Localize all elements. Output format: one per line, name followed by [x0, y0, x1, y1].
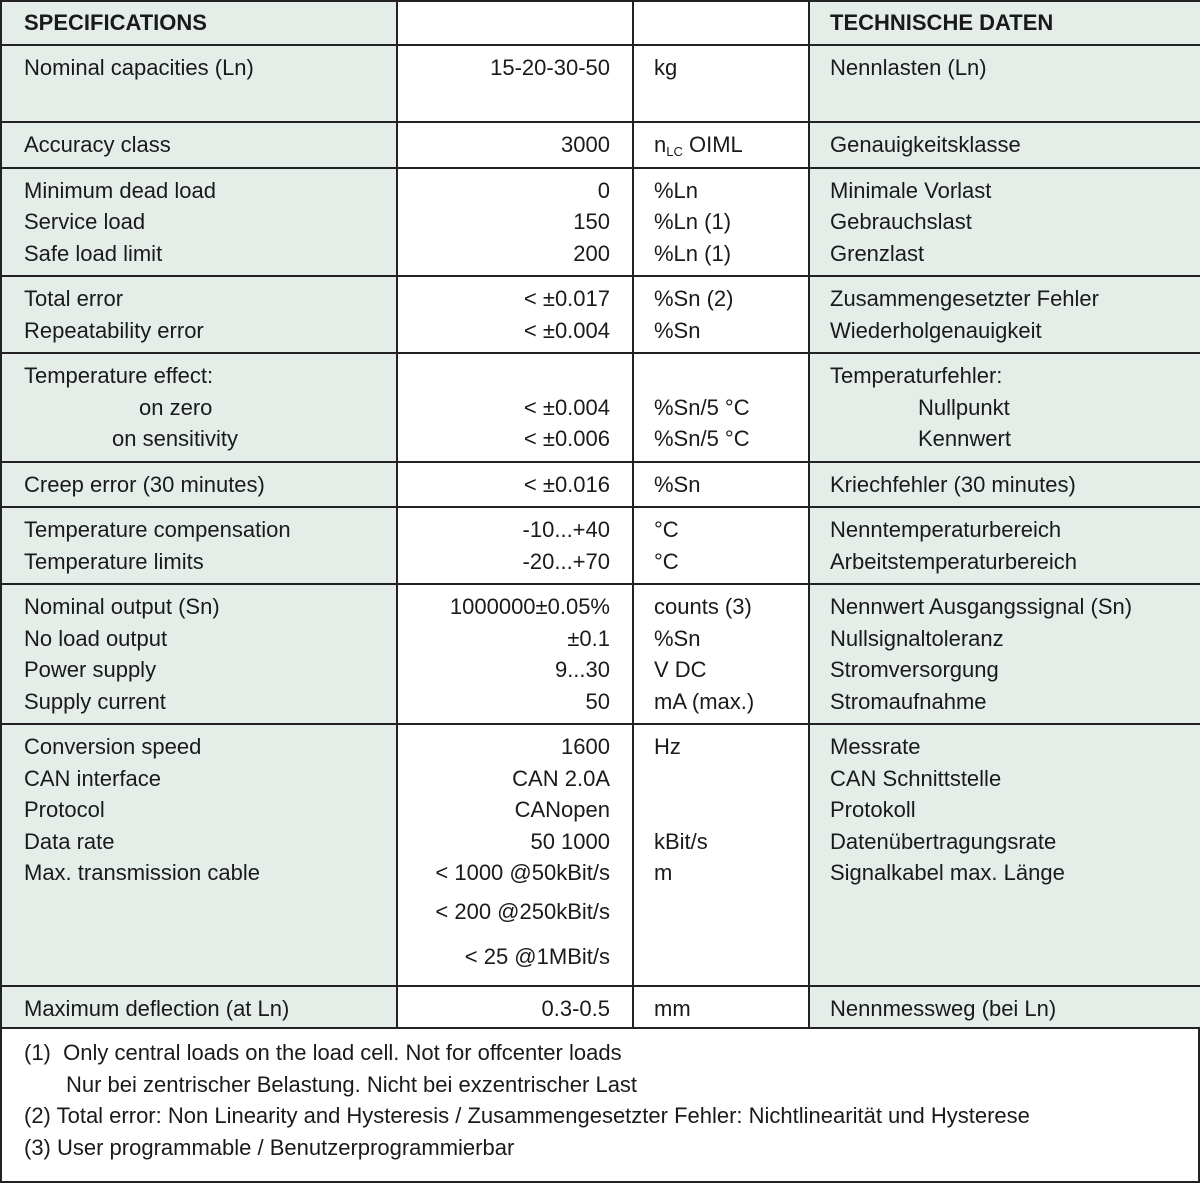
creep-label: Creep error (30 minutes): [24, 471, 265, 497]
interface-label: Protocol: [24, 797, 105, 822]
temperature-item-unit: %Sn/5 °C: [654, 426, 750, 451]
deflection-label: Maximum deflection (at Ln): [24, 995, 290, 1021]
temp-range-unit: °C: [654, 548, 679, 574]
temp-range-label-de: Nenntemperaturbereich: [830, 517, 1062, 542]
footnote-1-de: Nur bei zentrischer Belastung. Nicht bei exzentrischer Last: [66, 1071, 638, 1097]
interface-value: 1600: [561, 734, 610, 759]
temp-range-value: -10...+40: [522, 517, 610, 542]
accuracy-unit-n: n: [654, 132, 667, 157]
row-temperature-ranges: [1, 507, 1200, 584]
interface-label-de: Messrate: [830, 734, 921, 759]
footnote-1: (1) Only central loads on the load cell. Not for offcenter loads: [24, 1040, 622, 1065]
temperature-item-label-de: Kennwert: [918, 426, 1011, 451]
temp-range-value: -20...+70: [522, 548, 610, 574]
interface-unit: kBit/s: [654, 828, 708, 854]
header-specifications: SPECIFICATIONS: [1, 1, 397, 45]
row-loads: [1, 168, 1200, 277]
table-header-row: [1, 1, 1200, 45]
cable-extra-value: < 200 @250kBit/s: [435, 898, 610, 924]
header-empty-value: [397, 1, 633, 45]
row-creep: [1, 462, 1200, 508]
electrical-label-de: Nullsignaltoleranz: [830, 625, 1004, 651]
accuracy-unit-rest: OIML: [682, 132, 743, 157]
temperature-title: Temperature effect:: [24, 363, 214, 388]
deflection-value: 0.3-0.5: [541, 995, 610, 1021]
temperature-item-label-de: Nullpunkt: [918, 394, 1010, 420]
errors-label-de: Zusammengesetzter Fehler: [830, 286, 1099, 311]
electrical-label-de: Nennwert Ausgangssignal (Sn): [830, 594, 1133, 619]
interface-unit: [654, 794, 808, 826]
errors-value: < ±0.017: [523, 286, 610, 311]
interface-label-de: Datenübertragungsrate: [830, 828, 1057, 854]
electrical-value: 9...30: [554, 657, 610, 682]
capacities-unit: kg: [654, 55, 678, 80]
interface-label: Data rate: [24, 828, 115, 854]
electrical-value: ±0.1: [567, 625, 610, 651]
deflection-label-de: Nennmessweg (bei Ln): [830, 995, 1057, 1021]
interface-unit: [654, 763, 808, 795]
loads-value: 0: [597, 177, 610, 203]
loads-label-de: Gebrauchslast: [830, 209, 972, 234]
capacities-value: 15-20-30-50: [490, 55, 610, 80]
interface-label-de: Signalkabel max. Länge: [830, 860, 1065, 885]
interface-value: CAN 2.0A: [512, 765, 610, 791]
temperature-item-label: on sensitivity: [112, 426, 238, 451]
row-electrical: [1, 584, 1200, 724]
accuracy-unit: [654, 129, 808, 161]
interface-label: CAN interface: [24, 765, 161, 791]
row-interface: [1, 724, 1200, 986]
temperature-item-value: < ±0.004: [523, 394, 610, 420]
loads-unit: %Ln: [654, 177, 699, 203]
temperature-title-de: Temperaturfehler:: [830, 363, 1003, 388]
errors-unit: %Sn (2): [654, 286, 734, 311]
electrical-value: 1000000±0.05%: [449, 594, 610, 619]
interface-value: 50 1000: [530, 828, 610, 854]
loads-label-de: Grenzlast: [830, 240, 925, 266]
temperature-item-value: < ±0.006: [523, 426, 610, 451]
electrical-label-de: Stromversorgung: [830, 657, 999, 682]
accuracy-label-de: Genauigkeitsklasse: [830, 132, 1021, 157]
deflection-unit: mm: [654, 995, 691, 1021]
electrical-unit: %Sn: [654, 625, 701, 651]
temp-range-label: Temperature compensation: [24, 517, 291, 542]
electrical-label: No load output: [24, 625, 168, 651]
interface-label: Conversion speed: [24, 734, 202, 759]
footnote-3: (3) User programmable / Benutzerprogrammierbar: [24, 1134, 515, 1160]
electrical-label: Nominal output (Sn): [24, 594, 220, 619]
row-accuracy: [1, 122, 1200, 168]
temp-range-unit: °C: [654, 517, 679, 542]
capacities-label-de: Nennlasten (Ln): [830, 55, 987, 80]
temp-range-label: Temperature limits: [24, 548, 204, 574]
row-deflection: [1, 986, 1200, 1032]
electrical-unit: V DC: [654, 657, 707, 682]
interface-label: Max. transmission cable: [24, 860, 260, 885]
header-empty-unit: [633, 1, 809, 45]
electrical-value: 50: [585, 688, 610, 714]
loads-unit: %Ln (1): [654, 209, 732, 234]
creep-unit: %Sn: [654, 471, 701, 497]
interface-value: CANopen: [514, 797, 610, 822]
loads-label-de: Minimale Vorlast: [830, 177, 992, 203]
temperature-item-label: on zero: [139, 394, 213, 420]
loads-label: Safe load limit: [24, 240, 163, 266]
temp-range-label-de: Arbeitstemperaturbereich: [830, 548, 1078, 574]
creep-label-de: Kriechfehler (30 minutes): [830, 471, 1076, 497]
accuracy-value: 3000: [561, 132, 610, 157]
errors-unit: %Sn: [654, 317, 701, 343]
errors-label: Repeatability error: [24, 317, 204, 343]
errors-value: < ±0.004: [523, 317, 610, 343]
interface-label-de: CAN Schnittstelle: [830, 765, 1002, 791]
interface-unit: Hz: [654, 734, 681, 759]
interface-value: < 1000 @50kBit/s: [435, 860, 610, 885]
electrical-label: Supply current: [24, 688, 166, 714]
loads-label: Service load: [24, 209, 146, 234]
electrical-unit: mA (max.): [654, 688, 755, 714]
electrical-label-de: Stromaufnahme: [830, 688, 987, 714]
footnotes: [0, 1027, 1200, 1183]
loads-value: 200: [573, 240, 610, 266]
electrical-label: Power supply: [24, 657, 157, 682]
creep-value: < ±0.016: [523, 471, 610, 497]
loads-unit: %Ln (1): [654, 240, 732, 266]
header-technische-daten: TECHNISCHE DATEN: [809, 1, 1200, 45]
temperature-item-unit: %Sn/5 °C: [654, 394, 750, 420]
footnote-2: (2) Total error: Non Linearity and Hysteresis / Zusammengesetzter Fehler: Nichtlinearität und Hysterese: [24, 1103, 1030, 1128]
loads-value: 150: [573, 209, 610, 234]
accuracy-unit-sub: LC: [666, 144, 683, 159]
accuracy-label: Accuracy class: [24, 132, 171, 157]
electrical-unit: counts (3): [654, 594, 752, 619]
errors-label: Total error: [24, 286, 124, 311]
cable-extra-value: < 25 @1MBit/s: [464, 943, 610, 969]
row-temperature-effect: [1, 353, 1200, 462]
errors-label-de: Wiederholgenauigkeit: [830, 317, 1042, 343]
row-errors: [1, 276, 1200, 353]
interface-label-de: Protokoll: [830, 797, 916, 822]
capacities-label: Nominal capacities (Ln): [24, 55, 254, 80]
row-capacities: [1, 45, 1200, 122]
loads-label: Minimum dead load: [24, 177, 216, 203]
interface-unit: m: [654, 860, 673, 885]
